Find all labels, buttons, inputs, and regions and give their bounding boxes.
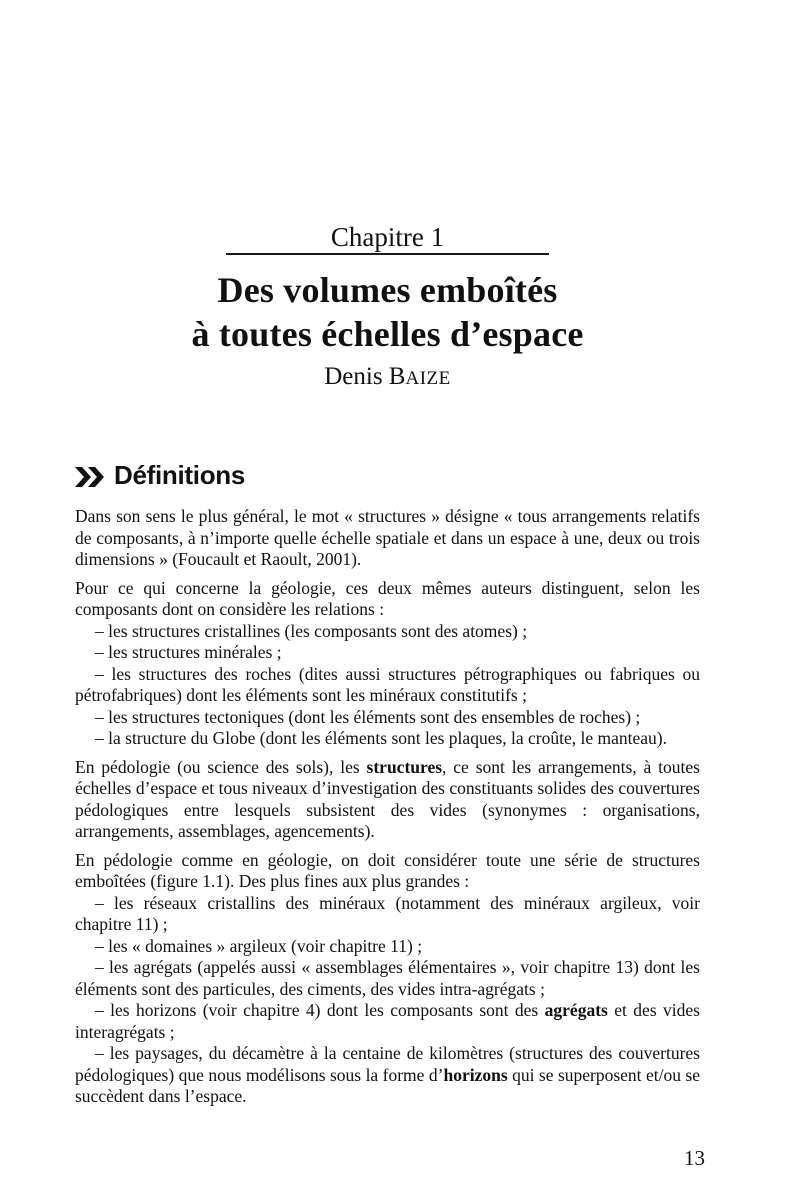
- bold-term-structures: structures: [366, 756, 443, 777]
- page-number: 13: [684, 1146, 705, 1170]
- text-segment: qui se superposent et/ou se succèdent dans l’espace.: [75, 1064, 701, 1106]
- chapter-label: Chapitre 1: [330, 222, 445, 252]
- paragraph-nested-structures-intro: En pédologie comme en géologie, on doit considérer toute une série de structures emboîtées (figure 1.1). Des plus fines aux plus grandes :: [75, 849, 700, 891]
- paragraph-geology-intro: Pour ce qui concerne la géologie, ces deux mêmes auteurs distinguent, selon les composants dont on considère les relations :: [75, 577, 700, 619]
- paragraph-pedology-structures: [75, 757, 700, 843]
- chapter-header: [75, 222, 700, 393]
- bold-term-horizons: horizons: [443, 1064, 508, 1085]
- text-segment: , ce sont les arrangements, à toutes échelles d’espace et tous niveaux d’investigation des constituants solides des couvertures pédologiques entre lesquels subsistent des vides (synonymes : organisations, arrangements, assemblages, agencements).: [75, 756, 700, 841]
- double-chevron-right-icon: [75, 467, 105, 487]
- paragraph-definitions-general: Dans son sens le plus général, le mot « structures » désigne « tous arrangements relatifs de composants, à n’importe quelle échelle spatiale et dans un espace à une, deux ou trois dimensions » (Foucault et Raoult, 2001).: [75, 506, 700, 569]
- list-item: – les « domaines » argileux (voir chapitre 11) ;: [95, 935, 423, 956]
- text-segment: – les horizons (voir chapitre 4) dont les composants sont des: [95, 1000, 545, 1020]
- list-item: [75, 1043, 700, 1108]
- list-item: – les agrégats (appelés aussi « assemblages élémentaires », voir chapitre 13) dont les éléments sont des particules, des ciments, des vides intra-agrégats ;: [75, 957, 700, 999]
- list-item: – la structure du Globe (dont les éléments sont les plaques, la croûte, le manteau).: [95, 728, 667, 748]
- chapter-title-line1: Des volumes emboîtés: [217, 270, 558, 310]
- text-segment: En pédologie (ou science des sols), les: [75, 756, 367, 777]
- list-item: [75, 1000, 700, 1043]
- list-item: – les structures cristallines (les composants sont des atomes) ;: [95, 620, 528, 641]
- section-heading: [75, 459, 245, 491]
- chapter-title-line2: à toutes échelles d’espace: [191, 314, 584, 354]
- list-item: – les structures des roches (dites aussi structures pétrographiques ou fabriques ou pétrofabriques) dont les éléments sont les minéraux constitutifs ;: [75, 663, 700, 705]
- author-name: [75, 363, 700, 393]
- section-heading-label: Définitions: [114, 460, 246, 490]
- author-given: Denis B: [324, 363, 406, 390]
- list-item: – les structures tectoniques (dont les éléments sont des ensembles de roches) ;: [95, 706, 641, 727]
- chapter-title: [75, 268, 700, 356]
- bold-term-agregats: agrégats: [544, 1000, 608, 1020]
- text-segment: – les paysages, du décamètre à la centaine de kilomètres (structures des couvertures pédologiques) que nous modélisons sous la forme d’: [75, 1043, 700, 1085]
- list-item: – les réseaux cristallins des minéraux (notamment des minéraux argileux, voir chapitre 11) ;: [75, 892, 700, 934]
- body-text: [75, 506, 700, 1108]
- text-segment: et des vides interagrégats ;: [75, 1000, 700, 1042]
- author-surname-smallcaps: AIZE: [405, 368, 451, 389]
- list-item: – les structures minérales ;: [95, 642, 282, 662]
- chapter-rule: [226, 253, 549, 255]
